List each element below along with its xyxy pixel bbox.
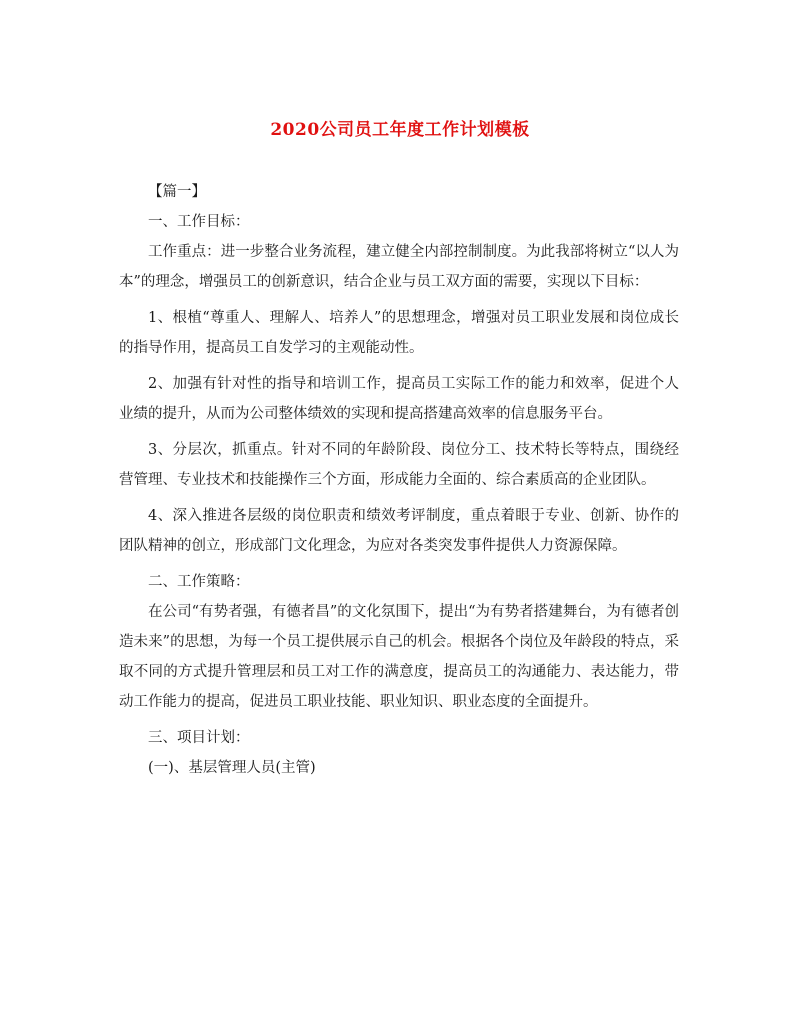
heading-work-goals: 一、工作目标：: [148, 214, 250, 230]
goal-item-4: 4、深入推进各层级的岗位职责和绩效考评制度，重点着眼于专业、创新、协作的团队精神的创立，形成部门文化理念，为应对各类突发事件提供人力资源保障。: [119, 508, 679, 554]
subheading-basic-managers: (一)、基层管理人员(主管): [148, 760, 316, 776]
document-title: 2020公司员工年度工作计划模板: [270, 120, 530, 140]
heading-work-strategy: 二、工作策略：: [148, 574, 250, 590]
goal-item-1: 1、根植“尊重人、理解人、培养人”的思想理念，增强对员工职业发展和岗位成长的指导作用，提高员工自发学习的主观能动性。: [119, 310, 679, 356]
goal-item-2: 2、加强有针对性的指导和培训工作，提高员工实际工作的能力和效率，促进个人业绩的提升，从而为公司整体绩效的实现和提高搭建高效率的信息服务平台。: [119, 376, 679, 422]
part-label: 【篇一】: [148, 184, 206, 200]
paragraph-strategy: 在公司“有势者强，有德者昌”的文化氛围下，提出“为有势者搭建舞台，为有德者创造未来”的思想，为每一个员工提供展示自己的机会。根据各个岗位及年龄段的特点，采取不同的方式提升管理层和员工对工作的满意度，提高员工的沟通能力、表达能力，带动工作能力的提高，促进员工职业技能、职业知识、职业态度的全面提升。: [119, 604, 679, 710]
heading-project-plan: 三、项目计划：: [148, 730, 250, 746]
document-body: [119, 177, 679, 783]
goal-item-3: 3、分层次，抓重点。针对不同的年龄阶段、岗位分工、技术特长等特点，围绕经营管理、专业技术和技能操作三个方面，形成能力全面的、综合素质高的企业团队。: [119, 442, 679, 488]
paragraph-work-focus: 工作重点：进一步整合业务流程，建立健全内部控制制度。为此我部将树立“以人为本”的理念，增强员工的创新意识，结合企业与员工双方面的需要，实现以下目标：: [119, 244, 679, 290]
